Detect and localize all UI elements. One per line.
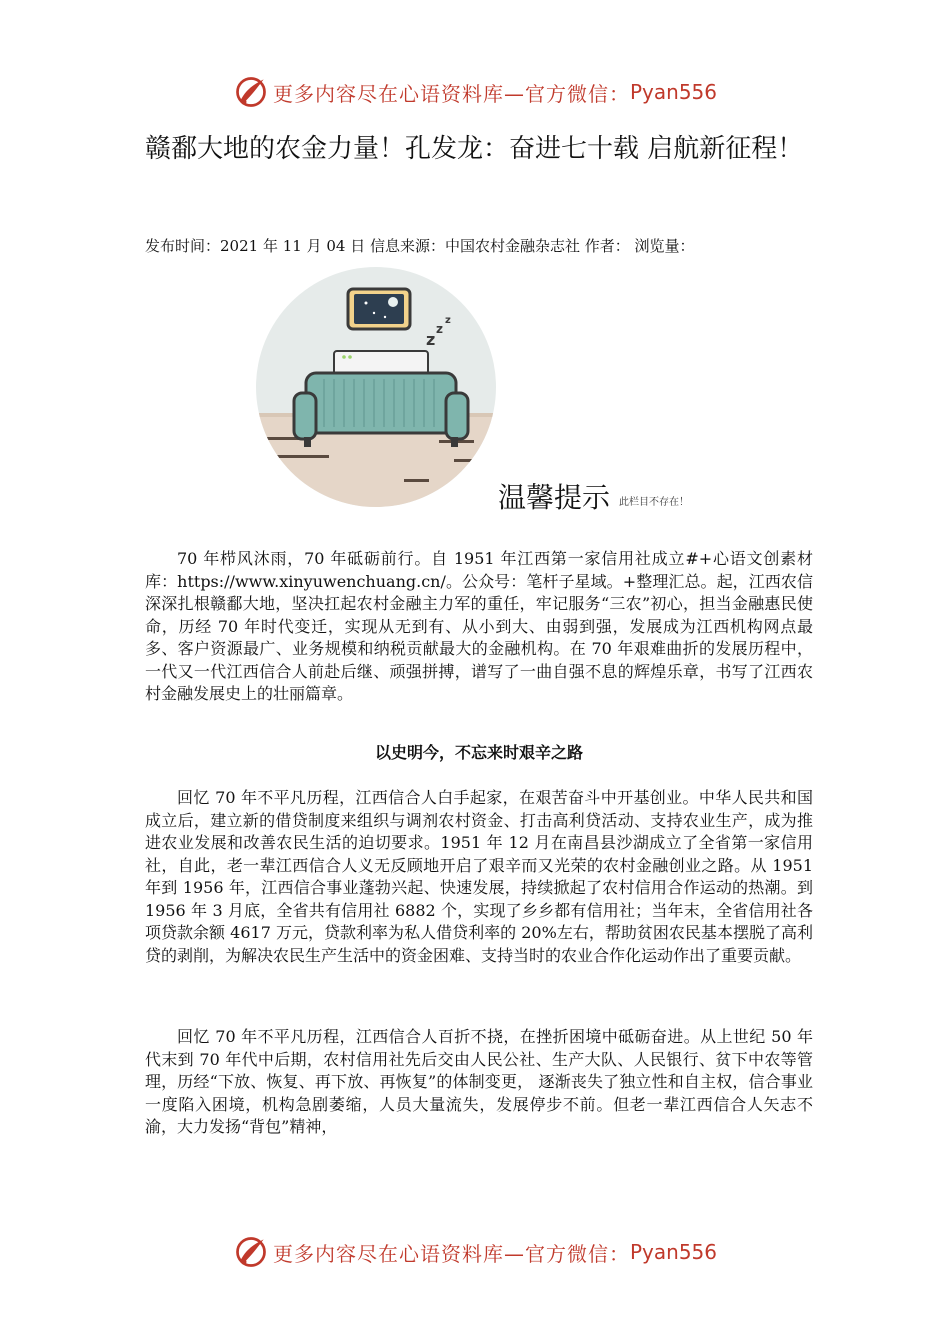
- article-title: 赣鄱大地的农金力量！孔发龙：奋进七十载 启航新征程！: [145, 134, 804, 164]
- brush-logo-icon: [233, 74, 269, 110]
- notice-subtext: 此栏目不存在！: [619, 497, 689, 508]
- footer-banner: [0, 1232, 950, 1272]
- header-banner: [0, 72, 950, 112]
- banner-wechat-id: Pyan556: [629, 80, 717, 104]
- sofa-illustration: [254, 265, 499, 510]
- paragraph-history-2: 回忆 70 年不平凡历程，江西信合人百折不挠，在挫折困境中砥砺奋进。从上世纪 50 年代末到 70 年代中后期，农村信用社先后交由人民公社、生产大队、人民银行、贫下中农等管理，历经“下放、恢复、再下放、再恢复”的体制变更， 逐渐丧失了独立性和自主权，信合事业一度陷入困境，机构急剧萎缩，人员大量流失，发展停步不前。但老一辈江西信合人矢志不渝，大力发扬“背包”精神，: [145, 1027, 813, 1136]
- banner-text: 更多内容尽在心语资料库—官方微信：: [272, 81, 630, 106]
- article-meta: 发布时间：2021 年 11 月 04 日 信息来源：中国农村金融杂志社 作者： 浏览量：: [145, 237, 695, 255]
- section-heading: 以史明今，不忘来时艰辛之路: [374, 743, 583, 762]
- banner-wechat-id: Pyan556: [629, 1240, 717, 1264]
- banner-text: 更多内容尽在心语资料库—官方微信：: [272, 1241, 630, 1266]
- svg-text:z: z: [436, 322, 443, 336]
- paragraph-history-1: 回忆 70 年不平凡历程，江西信合人白手起家，在艰苦奋斗中开基创业。中华人民共和国成立后，建立新的借贷制度来组织与调剂农村资金、打击高利贷活动、支持农业生产，成为推进农业发展和改善农民生活的迫切要求。1951 年 12 月在南昌县沙湖成立了全省第一家信用社，自此，老一辈江西信合人义无反顾地开启了艰辛而又光荣的农村金融创业之路。从 1951 年到 1956 年，江西信合事业蓬勃兴起、快速发展，持续掀起了农村信用合作运动的热潮。到 1956 年 3 月底，全省共有信用社 6882 个，实现了乡乡都有信用社；当年末，全省信用社各项贷款余额 4617 万元，贷款利率为私人借贷利率的 20%左右，帮助贫困农民基本摆脱了高利贷的剥削，为解决农民生产生活中的资金困难、支持当时的农业合作化运动作出了重要贡献。: [145, 788, 813, 965]
- brush-logo-icon: [233, 1234, 269, 1270]
- svg-text:z: z: [445, 315, 451, 326]
- paragraph-intro: 70 年栉风沐雨，70 年砥砺前行。自 1951 年江西第一家信用社成立#+心语文创素材库：https://www.xinyuwenchuang.cn/。公众号：笔杆子星域。+整理汇总。起，江西农信深深扎根赣鄱大地，坚决扛起农村金融主力军的重任，牢记服务“三农”初心，担当金融惠民使命，历经 70 年时代变迁，实现从无到有、从小到大、由弱到强，发展成为江西机构网点最多、客户资源最广、业务规模和纳税贡献最大的金融机构。在 70 年艰难曲折的发展历程中，一代又一代江西信合人前赴后继、顽强拼搏，谱写了一曲自强不息的辉煌乐章，书写了江西农村金融发展史上的壮丽篇章。: [145, 549, 813, 703]
- svg-text:z: z: [426, 330, 436, 349]
- notice-title: 温馨提示: [498, 481, 611, 514]
